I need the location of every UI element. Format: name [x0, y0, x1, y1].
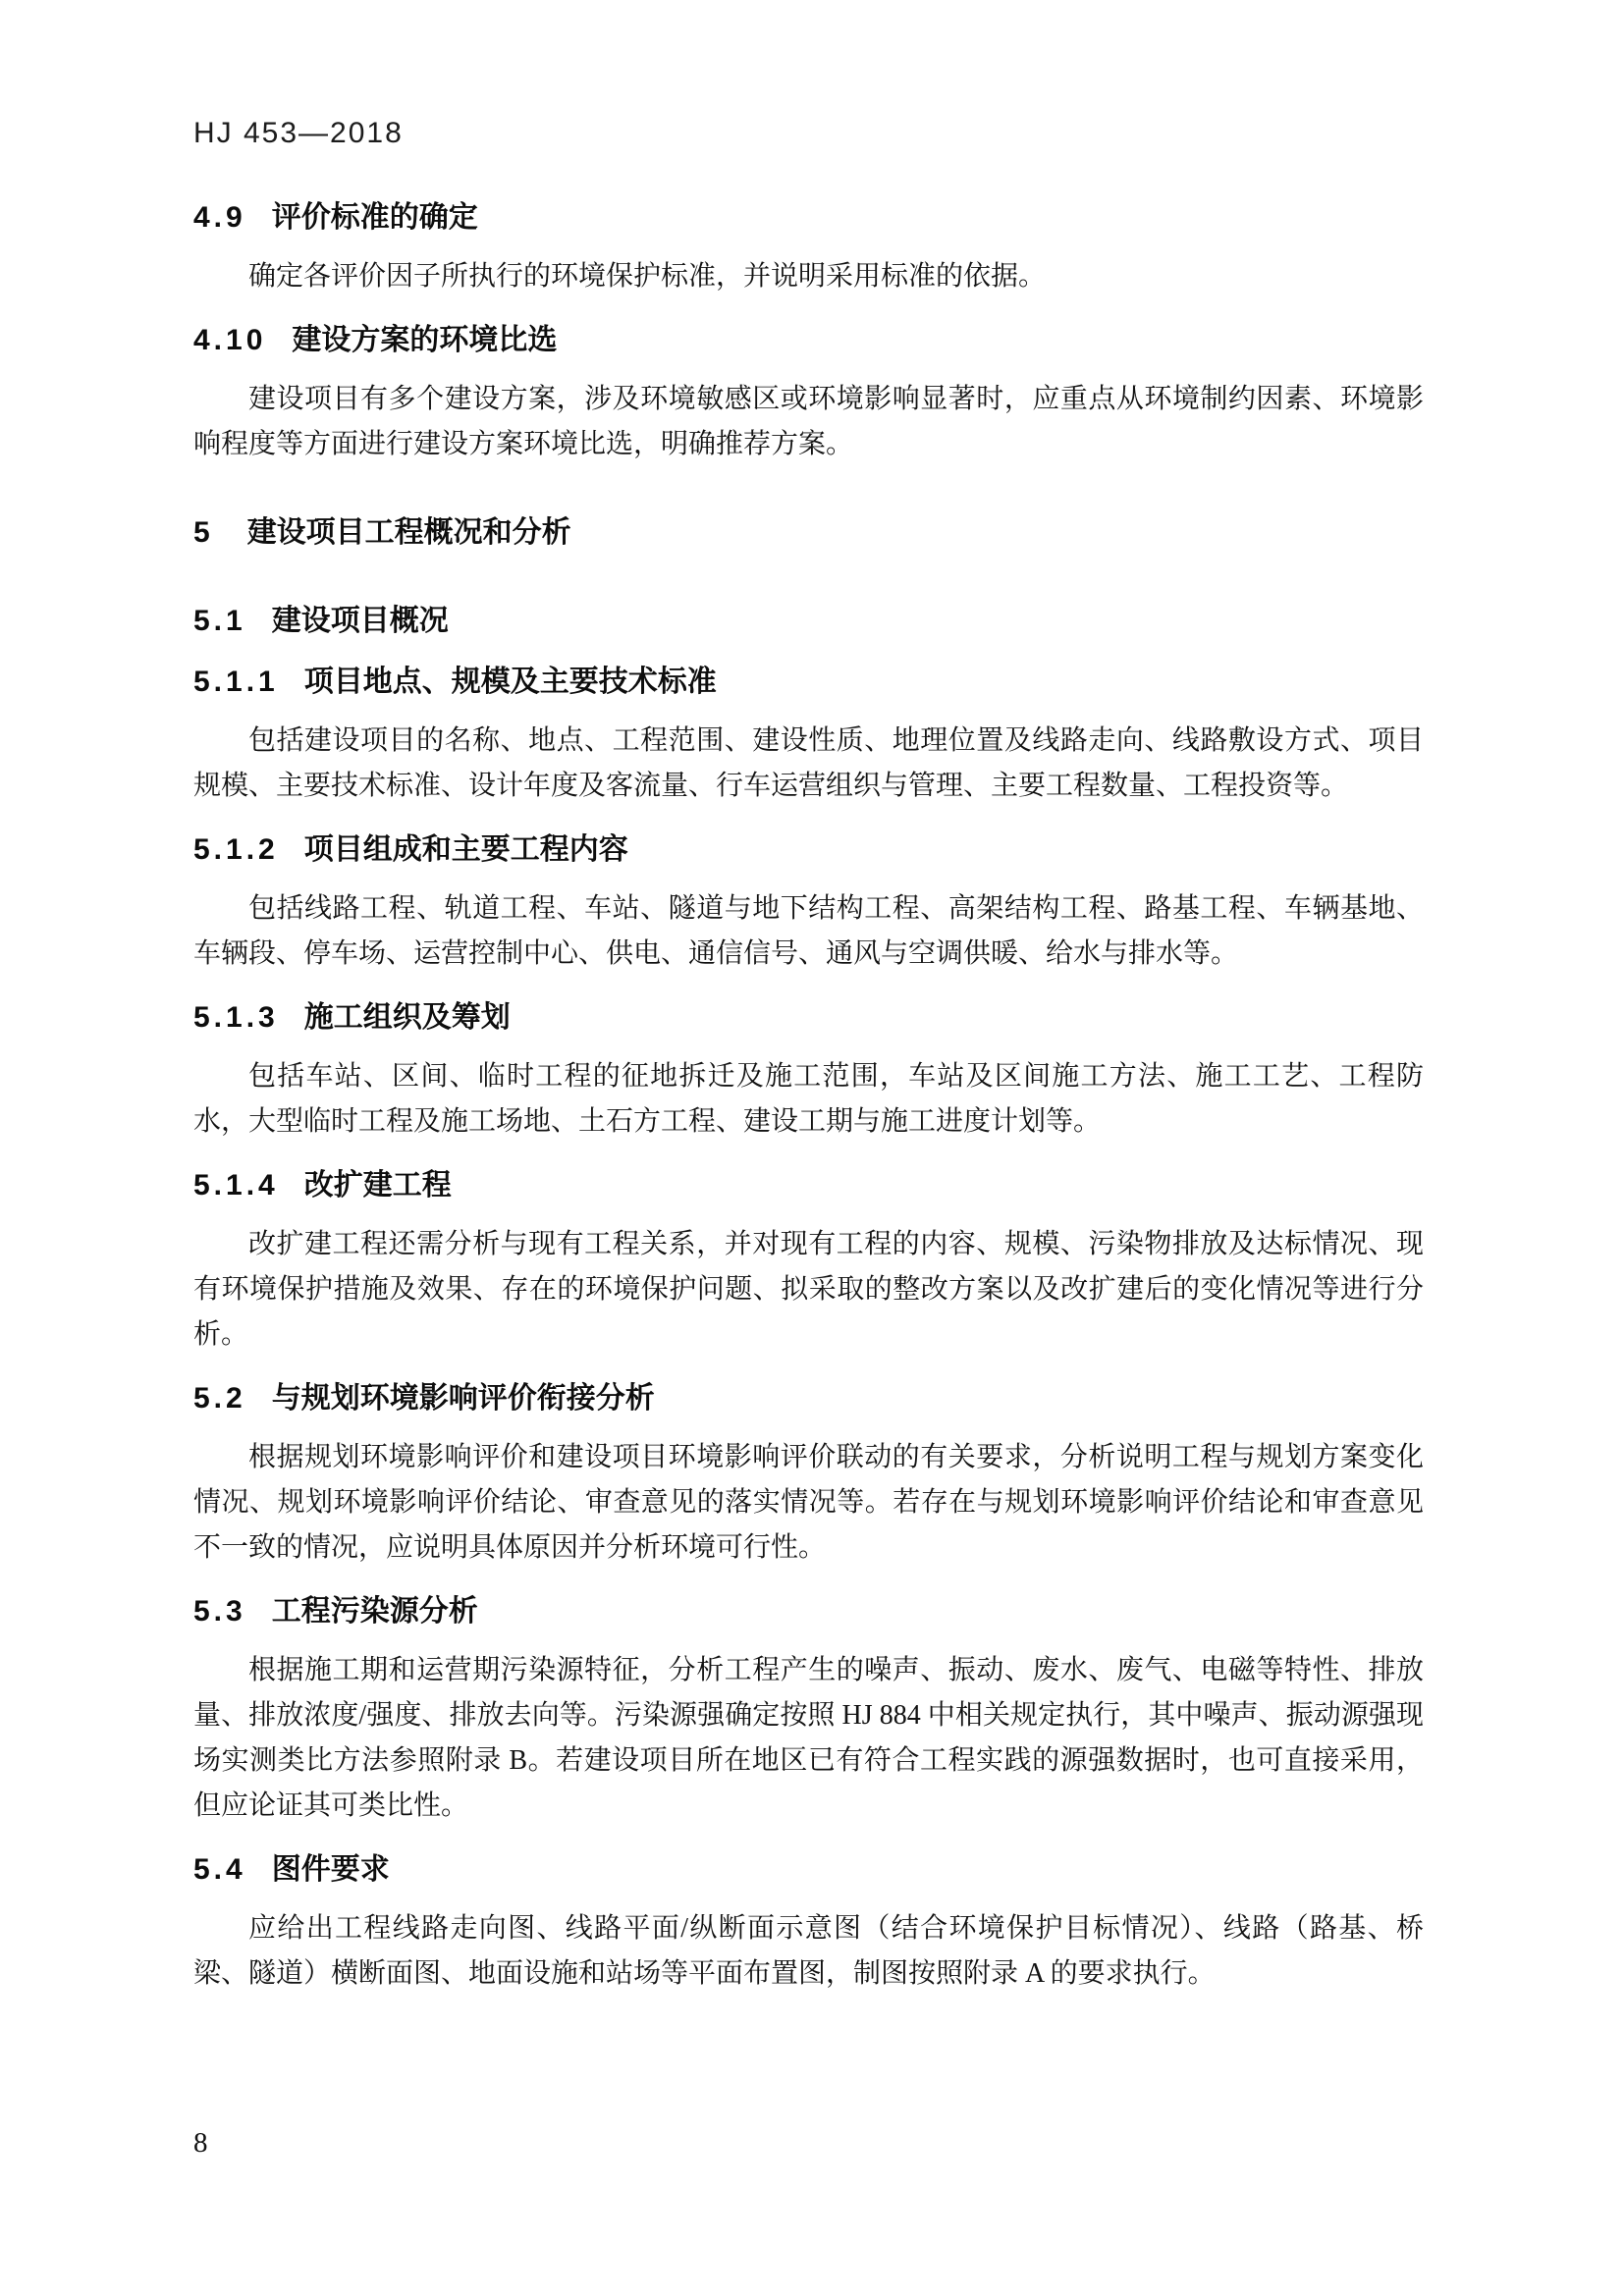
section-number: 5.1.3 [193, 1001, 279, 1034]
section-paragraph-5-3: 根据施工期和运营期污染源特征，分析工程产生的噪声、振动、废水、废气、电磁等特性、排放量、排放浓度/强度、排放去向等。污染源强确定按照 HJ 884 中相关规定执行，其中噪声、振动源强现场实测类比方法参照附录 B。若建设项目所在地区已有符合工程实践的源强数据时，也可直接采用，但应论证其可类比性。 [193, 1655, 1424, 1821]
document-content [193, 118, 1424, 2001]
section-paragraph-5-4: 应给出工程线路走向图、线路平面/纵断面示意图（结合环境保护目标情况）、线路（路基、桥梁、隧道）横断面图、地面设施和站场等平面布置图，制图按照附录 A 的要求执行。 [193, 1913, 1424, 1989]
section-heading-5-1-4 [193, 1166, 1424, 1205]
section-heading-5-1-3 [193, 998, 1424, 1038]
section-heading-5-1-1 [193, 663, 1424, 702]
section-title: 与规划环境影响评价衔接分析 [271, 1382, 655, 1415]
page-number: 8 [193, 2127, 208, 2159]
section-title: 项目地点、规模及主要技术标准 [303, 666, 717, 698]
section-title: 建设方案的环境比选 [292, 324, 558, 356]
section-title: 评价标准的确定 [271, 201, 478, 234]
section-title: 改扩建工程 [303, 1169, 452, 1201]
section-heading-5-4 [193, 1850, 1424, 1890]
section-title: 项目组成和主要工程内容 [303, 833, 628, 866]
section-number: 5.1.2 [193, 833, 279, 866]
section-number: 4.9 [193, 201, 246, 234]
chapter-number: 5 [193, 516, 214, 549]
section-number: 5.3 [193, 1595, 246, 1628]
chapter-title: 建设项目工程概况和分析 [246, 516, 571, 549]
section-number: 5.2 [193, 1382, 246, 1415]
section-title: 工程污染源分析 [271, 1595, 478, 1628]
section-title: 图件要求 [271, 1853, 390, 1886]
section-paragraph-4-10: 建设项目有多个建设方案，涉及环境敏感区或环境影响显著时，应重点从环境制约因素、环境影响程度等方面进行建设方案环境比选，明确推荐方案。 [193, 384, 1424, 459]
chapter-heading-5 [193, 513, 1424, 553]
section-number: 5.1.1 [193, 666, 279, 698]
section-paragraph-5-2: 根据规划环境影响评价和建设项目环境影响评价联动的有关要求，分析说明工程与规划方案变化情况、规划环境影响评价结论、审查意见的落实情况等。若存在与规划环境影响评价结论和审查意见不一致的情况，应说明具体原因并分析环境可行性。 [193, 1442, 1424, 1563]
section-paragraph-4-9: 确定各评价因子所执行的环境保护标准，并说明采用标准的依据。 [248, 261, 1047, 292]
section-number: 5.1.4 [193, 1169, 279, 1201]
section-number: 4.10 [193, 324, 267, 356]
section-title: 建设项目概况 [271, 605, 449, 637]
section-number: 5.1 [193, 605, 246, 637]
section-heading-4-10 [193, 321, 1424, 360]
doc-number: HJ 453—2018 [193, 117, 404, 149]
section-paragraph-5-1-3: 包括车站、区间、临时工程的征地拆迁及施工范围，车站及区间施工方法、施工工艺、工程防水，大型临时工程及施工场地、土石方工程、建设工期与施工进度计划等。 [193, 1061, 1424, 1137]
section-heading-5-3 [193, 1592, 1424, 1631]
section-heading-5-2 [193, 1379, 1424, 1418]
section-title: 施工组织及筹划 [303, 1001, 511, 1034]
section-paragraph-5-1-2: 包括线路工程、轨道工程、车站、隧道与地下结构工程、高架结构工程、路基工程、车辆基地、车辆段、停车场、运营控制中心、供电、通信信号、通风与空调供暖、给水与排水等。 [193, 893, 1424, 969]
section-heading-5-1-2 [193, 830, 1424, 870]
section-heading-4-9 [193, 198, 1424, 238]
section-number: 5.4 [193, 1853, 246, 1886]
section-paragraph-5-1-4: 改扩建工程还需分析与现有工程关系，并对现有工程的内容、规模、污染物排放及达标情况、现有环境保护措施及效果、存在的环境保护问题、拟采取的整改方案以及改扩建后的变化情况等进行分析。 [193, 1229, 1424, 1350]
section-paragraph-5-1-1: 包括建设项目的名称、地点、工程范围、建设性质、地理位置及线路走向、线路敷设方式、项目规模、主要技术标准、设计年度及客流量、行车运营组织与管理、主要工程数量、工程投资等。 [193, 725, 1424, 801]
section-heading-5-1 [193, 602, 1424, 641]
